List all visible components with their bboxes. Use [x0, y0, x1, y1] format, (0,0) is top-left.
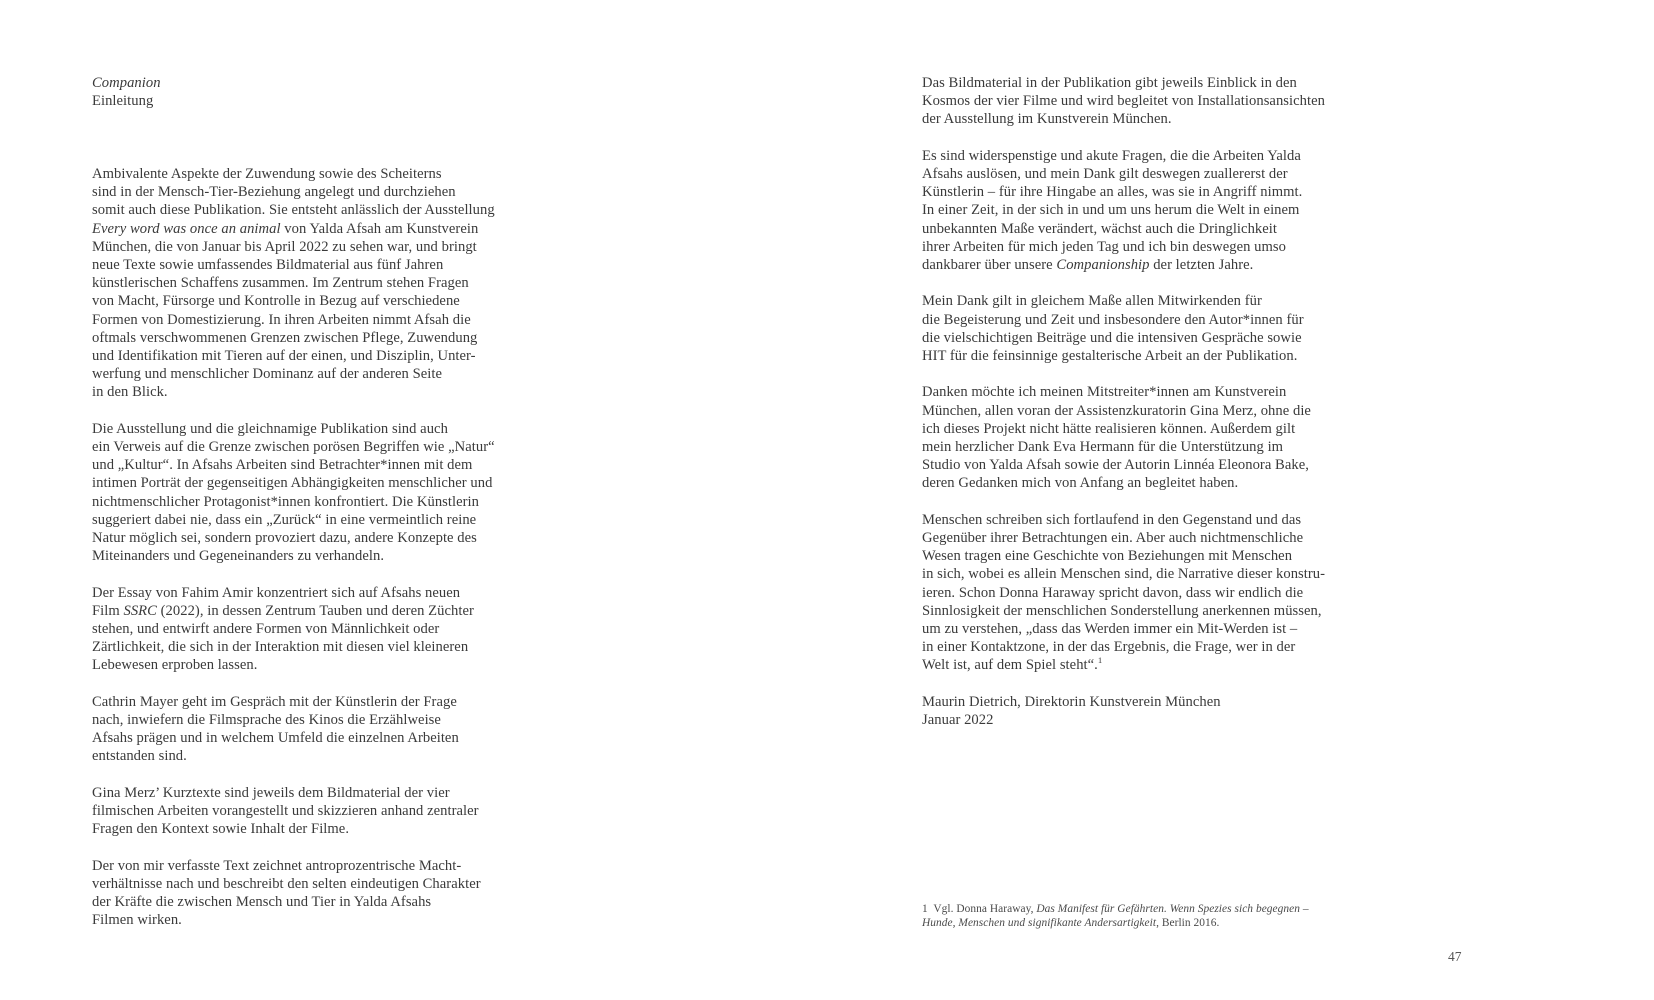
text-line: Danken möchte ich meinen Mitstreiter*innen am Kunstverein	[922, 384, 1287, 401]
text-line: In einer Zeit, in der sich in und um uns herum die Welt in einem	[922, 202, 1300, 219]
text-line: Ambivalente Aspekte der Zuwendung sowie des Scheiterns	[92, 166, 442, 182]
text-line: Sinnlosigkeit der menschlichen Sonderstellung anerkennen müssen,	[922, 602, 1322, 619]
text-line: Wesen tragen eine Geschichte von Beziehungen mit Menschen	[922, 548, 1293, 565]
left-column	[92, 74, 532, 948]
text-line: von Macht, Fürsorge und Kontrolle in Bezug auf verschiedene	[92, 293, 460, 310]
text-line: filmischen Arbeiten vorangestellt und skizzieren anhand zentraler	[92, 803, 479, 820]
text-line: Lebewesen erproben lassen.	[92, 657, 258, 674]
text-line: Der von mir verfasste Text zeichnet antroprozentrische Macht-	[92, 857, 462, 874]
left-paragraph-5	[92, 784, 532, 839]
text-line: Film SSRC (2022), in dessen Zentrum Tauben und deren Züchter	[92, 602, 474, 619]
text-line: künstlerischen Schaffens zusammen. Im Zentrum stehen Fragen	[92, 275, 469, 292]
left-paragraph-2	[92, 420, 532, 566]
text-line: der Kräfte die zwischen Mensch und Tier in Yalda Afsahs	[92, 894, 432, 911]
page-number: 47	[1448, 949, 1462, 964]
text-line: ihrer Arbeiten für mich jeden Tag und ich bin deswegen umso	[922, 238, 1286, 255]
text-line: in sich, wobei es allein Menschen sind, die Narrative dieser konstru-	[922, 566, 1326, 583]
text-line: Formen von Domestizierung. In ihren Arbeiten nimmt Afsah die	[92, 311, 471, 328]
text-line: mein herzlicher Dank Eva Hermann für die Unterstützung im	[922, 439, 1284, 456]
text-line: Kosmos der vier Filme und wird begleitet von Installationsansichten	[922, 93, 1325, 110]
left-paragraph-3	[92, 584, 532, 675]
text-line: deren Gedanken mich von Anfang an begleitet haben.	[922, 475, 1239, 492]
right-paragraph-5	[922, 511, 1362, 675]
text-line: in einer Kontaktzone, in der das Ergebnis, die Frage, wer in der	[922, 639, 1296, 656]
text-line: der Ausstellung im Kunstverein München.	[922, 111, 1172, 128]
text-line: Menschen schreiben sich fortlaufend in den Gegenstand und das	[922, 511, 1302, 528]
text-line: Filmen wirken.	[92, 912, 182, 929]
text-line: Zärtlichkeit, die sich in der Interaktion mit diesen viel kleineren	[92, 639, 469, 656]
right-paragraph-1	[922, 74, 1362, 129]
right-body-text	[922, 74, 1362, 729]
footnote	[922, 902, 1362, 930]
text-line: München, die von Januar bis April 2022 zu sehen war, und bringt	[92, 238, 477, 255]
text-line: Künstlerin – für ihre Hingabe an alles, was sie in Angriff nimmt.	[922, 184, 1303, 201]
text-line: ein Verweis auf die Grenze zwischen porösen Begriffen wie „Natur“	[92, 439, 495, 456]
text-line: oftmals verschwommenen Grenzen zwischen Pflege, Zuwendung	[92, 329, 478, 346]
text-line: Die Ausstellung und die gleichnamige Publikation sind auch	[92, 420, 448, 437]
section-header	[92, 74, 532, 110]
text-line: Januar 2022	[922, 712, 994, 729]
text-line: somit auch diese Publikation. Sie entsteht anlässlich der Ausstellung	[92, 202, 495, 219]
text-line: Gina Merz’ Kurztexte sind jeweils dem Bildmaterial der vier	[92, 784, 450, 801]
text-line: werfung und menschlicher Dominanz auf der anderen Seite	[92, 366, 443, 383]
text-line: Cathrin Mayer geht im Gespräch mit der Künstlerin der Frage	[92, 693, 457, 710]
right-column	[922, 74, 1362, 747]
text-line: neue Texte sowie umfassendes Bildmaterial aus fünf Jahren	[92, 257, 444, 274]
text-line: dankbarer über unsere Companionship der letzten Jahre.	[922, 257, 1254, 274]
text-line: München, allen voran der Assistenzkuratorin Gina Merz, ohne die	[922, 402, 1311, 419]
text-line: Studio von Yalda Afsah sowie der Autorin Linnéa Eleonora Bake,	[922, 457, 1309, 474]
text-line: suggeriert dabei nie, dass ein „Zurück“ in eine vermeintlich reine	[92, 511, 477, 528]
text-line: die vielschichtigen Beiträge und die intensiven Gespräche sowie	[922, 329, 1302, 346]
text-line: nichtmenschlicher Protagonist*innen konfrontiert. Die Künstlerin	[92, 493, 480, 510]
right-paragraph-2	[922, 147, 1362, 274]
text-line: Das Bildmaterial in der Publikation gibt jeweils Einblick in den	[922, 75, 1297, 91]
text-line: um zu verstehen, „dass das Werden immer ein Mit-Werden ist –	[922, 621, 1298, 638]
text-line: Mein Dank gilt in gleichem Maße allen Mitwirkenden für	[922, 293, 1262, 310]
text-line: die Begeisterung und Zeit und insbesondere den Autor*innen für	[922, 311, 1304, 328]
section-title: Einleitung	[92, 93, 154, 110]
text-line: ich dieses Projekt nicht hätte realisieren können. Außerdem gilt	[922, 420, 1296, 437]
text-line: stehen, und entwirft andere Formen von Männlichkeit oder	[92, 621, 440, 638]
text-line: Miteinanders und Gegeneinanders zu verhandeln.	[92, 548, 385, 565]
text-line: Es sind widerspenstige und akute Fragen, die die Arbeiten Yalda	[922, 147, 1301, 164]
left-body-text	[92, 165, 532, 929]
text-line: Maurin Dietrich, Direktorin Kunstverein München	[922, 693, 1221, 710]
text-line: in den Blick.	[92, 384, 168, 401]
text-line: ieren. Schon Donna Haraway spricht davon, dass wir endlich die	[922, 584, 1304, 601]
text-line: Gegenüber ihrer Betrachtungen ein. Aber auch nichtmenschliche	[922, 530, 1304, 547]
text-line: HIT für die feinsinnige gestalterische Arbeit an der Publikation.	[922, 348, 1298, 365]
footnote-line: Hunde, Menschen und signifikante Andersartigkeit, Berlin 2016.	[922, 917, 1220, 929]
text-line: unbekannten Maße verändert, wächst auch die Dringlichkeit	[922, 220, 1277, 237]
text-line: Der Essay von Fahim Amir konzentriert sich auf Afsahs neuen	[92, 584, 461, 601]
right-paragraph-3	[922, 292, 1362, 365]
right-paragraph-4	[922, 383, 1362, 492]
text-line: Natur möglich sei, sondern provoziert dazu, andere Konzepte des	[92, 530, 477, 547]
text-line: intimen Porträt der gegenseitigen Abhängigkeiten menschlicher und	[92, 475, 493, 492]
text-line: nach, inwiefern die Filmsprache des Kinos die Erzählweise	[92, 712, 441, 729]
text-line: und „Kultur“. In Afsahs Arbeiten sind Betrachter*innen mit dem	[92, 457, 473, 474]
text-line: Afsahs prägen und in welchem Umfeld die einzelnen Arbeiten	[92, 730, 459, 747]
text-line: verhältnisse nach und beschreibt den selten eindeutigen Charakter	[92, 875, 481, 892]
text-line: Fragen den Kontext sowie Inhalt der Filme.	[92, 821, 350, 838]
text-line: und Identifikation mit Tieren auf der einen, und Disziplin, Unter-	[92, 348, 476, 365]
text-line: sind in der Mensch-Tier-Beziehung angelegt und durchziehen	[92, 184, 456, 201]
right-paragraph-6	[922, 693, 1362, 729]
text-line: Afsahs auslösen, und mein Dank gilt deswegen zuallererst der	[922, 166, 1288, 182]
left-paragraph-4	[92, 693, 532, 766]
text-line: Welt ist, auf dem Spiel steht“.$^1$	[922, 655, 1103, 674]
footnote-line: 1 Vgl. Donna Haraway, Das Manifest für Gefährten. Wenn Spezies sich begegnen –	[922, 903, 1309, 915]
series-title: Companion	[92, 75, 161, 91]
text-line: entstanden sind.	[92, 748, 187, 765]
left-paragraph-6	[92, 857, 532, 930]
left-paragraph-1	[92, 165, 532, 402]
text-line: Every word was once an animal von Yalda Afsah am Kunstverein	[92, 220, 479, 237]
